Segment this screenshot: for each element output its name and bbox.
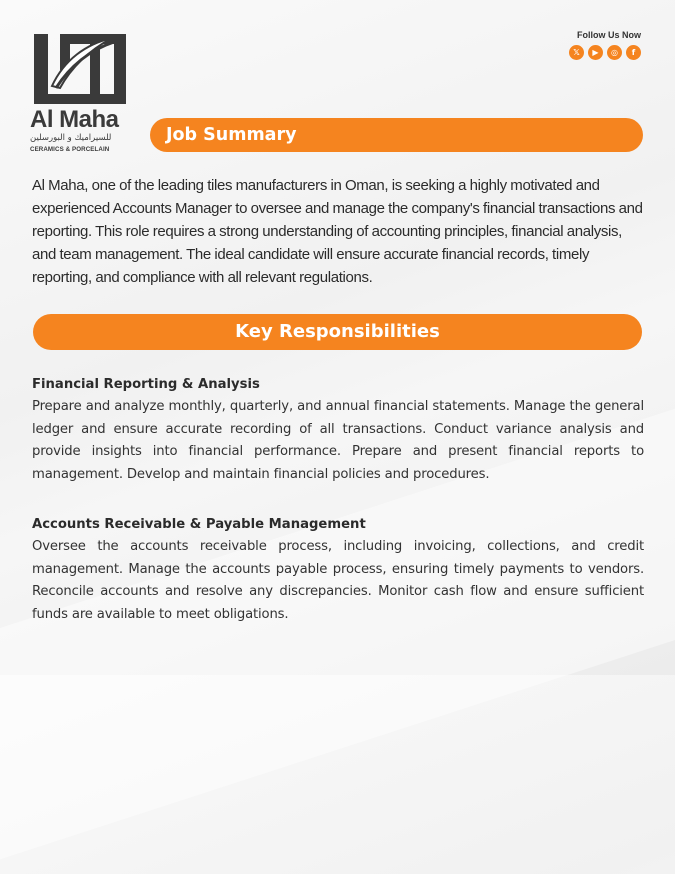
- responsibility-section: [32, 374, 644, 487]
- x-icon[interactable]: 𝕏: [569, 45, 584, 60]
- section-title: Accounts Receivable & Payable Management: [32, 517, 366, 532]
- social-links: [569, 45, 641, 60]
- job-summary-text: Al Maha, one of the leading tiles manufacturers in Oman, is seeking a highly motivated and experienced Accounts Manager to oversee and manage the company's financial transactions and reporting. This role requires a strong understanding of accounting principles, financial analysis, and team management. The ideal candidate will ensure accurate financial records, timely reporting, and compliance with all relevant regulations.: [32, 177, 643, 286]
- brand-arabic-text: للسيراميك و البورسلين: [30, 133, 112, 143]
- instagram-icon[interactable]: ◎: [607, 45, 622, 60]
- oryx-logo-icon: [30, 30, 130, 108]
- section-text: Prepare and analyze monthly, quarterly, and annual financial statements. Manage the general ledger and ensure accurate recording of all transactions. Conduct variance analysis and provide insights into financial performance. Prepare and present financial reports to management. Develop and maintain financial policies and procedures.: [32, 399, 644, 483]
- facebook-icon[interactable]: f: [626, 45, 641, 60]
- follow-us: [569, 30, 641, 60]
- brand-tagline: CERAMICS & PORCELAIN: [30, 146, 110, 153]
- section-text: Oversee the accounts receivable process, including invoicing, collections, and credit management. Manage the accounts payable process, ensuring timely payments to vendors. Reconcile accounts and resolve any discrepancies. Monitor cash flow and ensure sufficient funds are available to meet obligations.: [32, 539, 644, 623]
- brand-name: Al Maha: [30, 106, 119, 133]
- youtube-icon[interactable]: ▶: [588, 45, 603, 60]
- section-title: Financial Reporting & Analysis: [32, 377, 260, 392]
- key-responsibilities-heading: Key Responsibilities: [33, 314, 642, 350]
- responsibility-section: [32, 514, 644, 627]
- job-summary-heading: Job Summary: [150, 118, 643, 152]
- follow-label: Follow Us Now: [577, 30, 641, 40]
